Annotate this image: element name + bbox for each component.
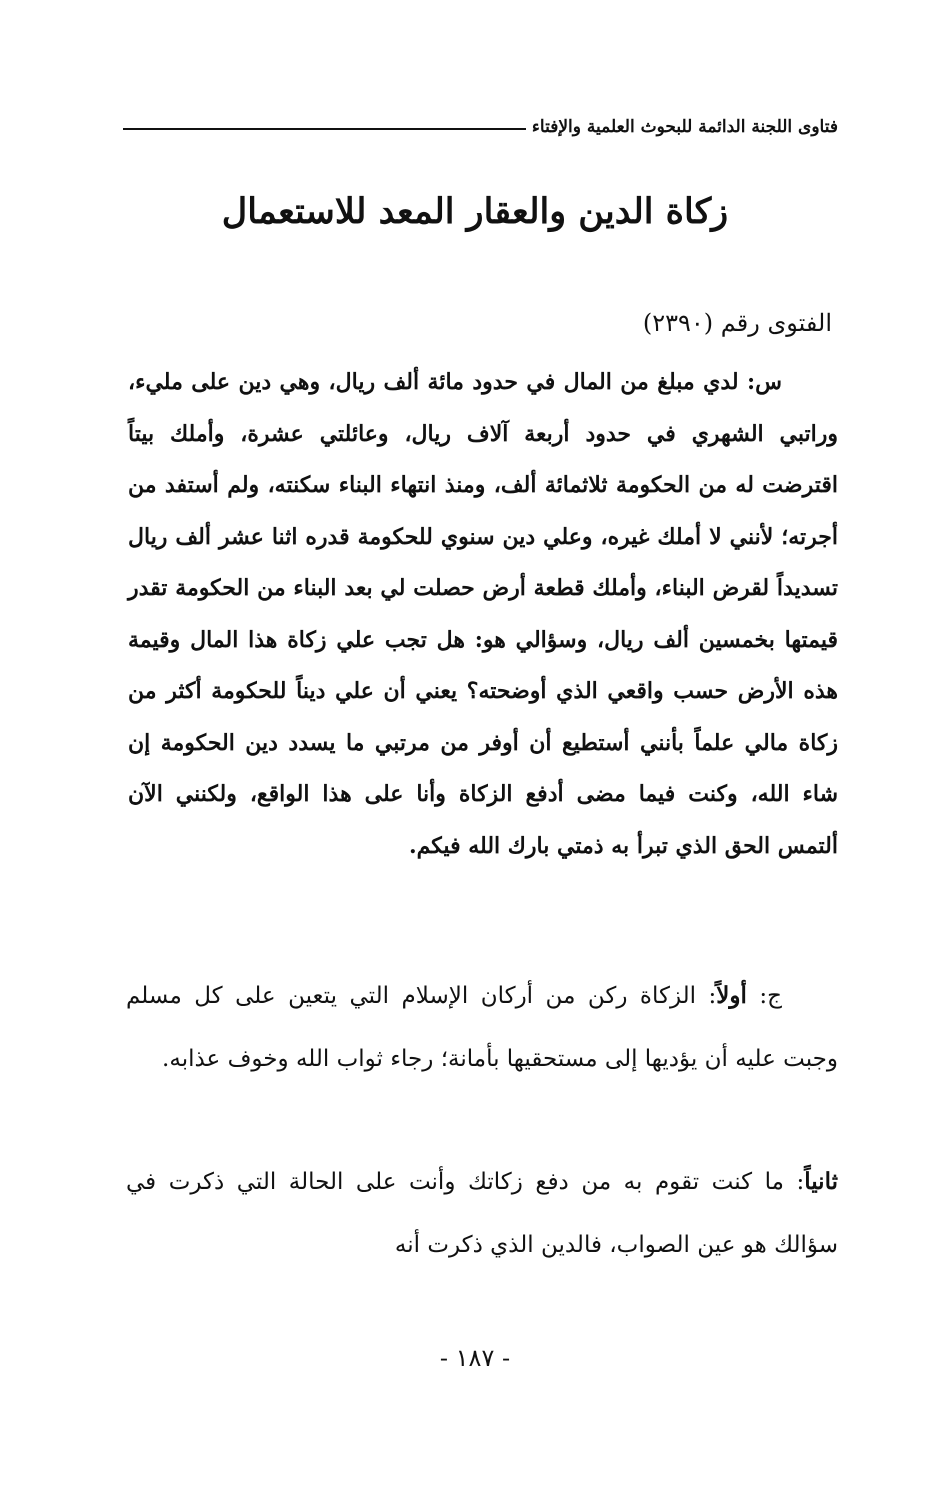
question-paragraph xyxy=(128,357,838,872)
question-text: س: لدي مبلغ من المال في حدود مائة ألف ريال، وهي دين على مليء، وراتبي الشهري في حدود أربعة آلاف ريال، وعائلتي عشرة، وأملك بيتاً اقترضت له من الحكومة ثلاثمائة ألف، ومنذ انتهاء البناء سكنته، ولم أستفد من أجرته؛ لأنني لا أملك غيره، وعلي دين سنوي للحكومة قدره اثنا عشر ألف ريال تسديداً لقرض البناء، وأملك قطعة أرض حصلت لي بعد البناء من الحكومة تقدر قيمتها بخمسين ألف ريال، وسؤالي هو: هل تجب علي زكاة هذا المال وقيمة هذه الأرض حسب واقعي الذي أوضحته؟ يعني أن علي ديناً للحكومة أكثر من زكاة مالي علماً بأنني أستطيع أن أوفر من مرتبي ما يسدد دين الحكومة إن شاء الله، وكنت فيما مضى أدفع الزكاة وأنا على هذا الواقع، ولكنني الآن ألتمس الحق الذي تبرأ به ذمتي بارك الله فيكم. xyxy=(128,369,838,859)
answer-second-lead: ثانياً xyxy=(804,1168,838,1195)
answer-prefix: ج: xyxy=(746,983,782,1009)
section-title: زكاة الدين والعقار المعد للاستعمال xyxy=(221,191,729,232)
answer-first-lead: أولاً xyxy=(716,982,747,1009)
header-rule xyxy=(123,128,526,130)
page-number: - ١٨٧ - xyxy=(439,1344,511,1372)
answer-first-text: : الزكاة ركن من أركان الإسلام التي يتعين على كل مسلم وجبت عليه أن يؤديها إلى مستحقيها بأمانة؛ رجاء ثواب الله وخوف عذابه. xyxy=(126,983,838,1072)
answer-second-text: : ما كنت تقوم به من دفع زكاتك وأنت على الحالة التي ذكرت في سؤالك هو عين الصواب، فالدين الذي ذكرت أنه xyxy=(126,1169,838,1258)
running-header xyxy=(123,112,838,142)
fatwa-number: الفتوى رقم (٢٣٩٠) xyxy=(642,309,832,337)
answer-paragraph-first xyxy=(126,964,838,1091)
running-header-title: فتاوى اللجنة الدائمة للبحوث العلمية والإفتاء xyxy=(531,117,838,137)
answer-paragraph-second xyxy=(126,1150,838,1277)
